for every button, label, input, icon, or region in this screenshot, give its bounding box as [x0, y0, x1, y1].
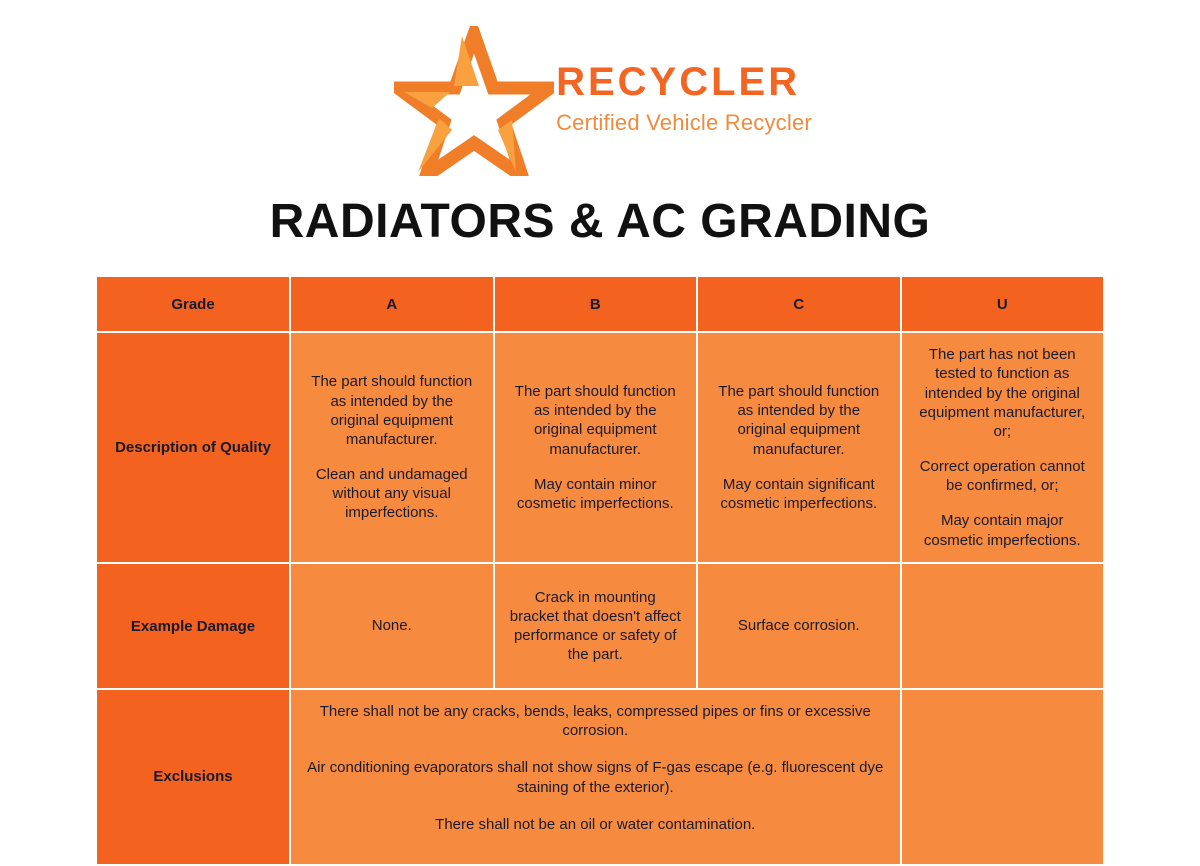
table-cell-empty	[901, 689, 1105, 865]
table-cell-merged	[290, 689, 901, 865]
table-cell	[494, 332, 698, 563]
grading-table	[95, 275, 1105, 866]
cell-paragraph: May contain significant cosmetic imperfections.	[720, 475, 878, 512]
cell-paragraph: May contain minor cosmetic imperfections.	[516, 475, 674, 512]
table-header-cell: B	[494, 276, 698, 332]
logo	[0, 0, 1200, 176]
cell-paragraph: The part should function as intended by the original equipment manufacturer.	[311, 373, 473, 448]
cell-paragraph: The part should function as intended by the original equipment manufacturer.	[514, 382, 676, 458]
cell-paragraph: There shall not be any cracks, bends, leaks, compressed pipes or fins or excessive corrosion.	[319, 703, 871, 740]
cell-paragraph: None.	[371, 617, 412, 635]
row-label: Exclusions	[96, 689, 290, 865]
row-label: Description of Quality	[96, 332, 290, 563]
cell-paragraph: Clean and undamaged without any visual imperfections.	[315, 466, 468, 522]
table-header-cell: A	[290, 276, 494, 332]
logo-text	[556, 62, 812, 140]
table-cell	[494, 563, 698, 689]
logo-subtitle: Certified Vehicle Recycler	[556, 110, 812, 135]
table-cell	[697, 563, 901, 689]
table-cell	[901, 332, 1105, 563]
table-row	[96, 563, 1104, 689]
cell-paragraph: Crack in mounting bracket that doesn't affect performance or safety of the part.	[509, 588, 681, 664]
table-header-cell: Grade	[96, 276, 290, 332]
table-header-cell: U	[901, 276, 1105, 332]
page-title: RADIATORS & AC GRADING	[269, 195, 931, 248]
table-cell-empty	[901, 563, 1105, 689]
cell-paragraph: May contain major cosmetic imperfections.	[923, 512, 1081, 549]
table-cell	[290, 332, 494, 563]
cell-paragraph: Air conditioning evaporators shall not show signs of F-gas escape (e.g. fluorescent dye staining of the exterior).	[307, 759, 884, 796]
table-cell	[290, 563, 494, 689]
cell-paragraph: Correct operation cannot be confirmed, or;	[919, 458, 1085, 495]
cell-paragraph: The part has not been tested to function as intended by the original equipment manufacturer, or;	[919, 346, 1086, 440]
grading-table-wrapper	[95, 275, 1105, 866]
table-row	[96, 332, 1104, 563]
row-label: Example Damage	[96, 563, 290, 689]
table-row	[96, 689, 1104, 865]
table-cell	[697, 332, 901, 563]
cell-paragraph: Surface corrosion.	[737, 617, 860, 635]
cell-paragraph: There shall not be an oil or water contamination.	[435, 815, 756, 833]
cell-paragraph: The part should function as intended by the original equipment manufacturer.	[718, 382, 880, 458]
table-header-row	[96, 276, 1104, 332]
logo-title: RECYCLER	[556, 60, 801, 104]
table-header-cell: C	[697, 276, 901, 332]
star-icon	[394, 26, 554, 176]
